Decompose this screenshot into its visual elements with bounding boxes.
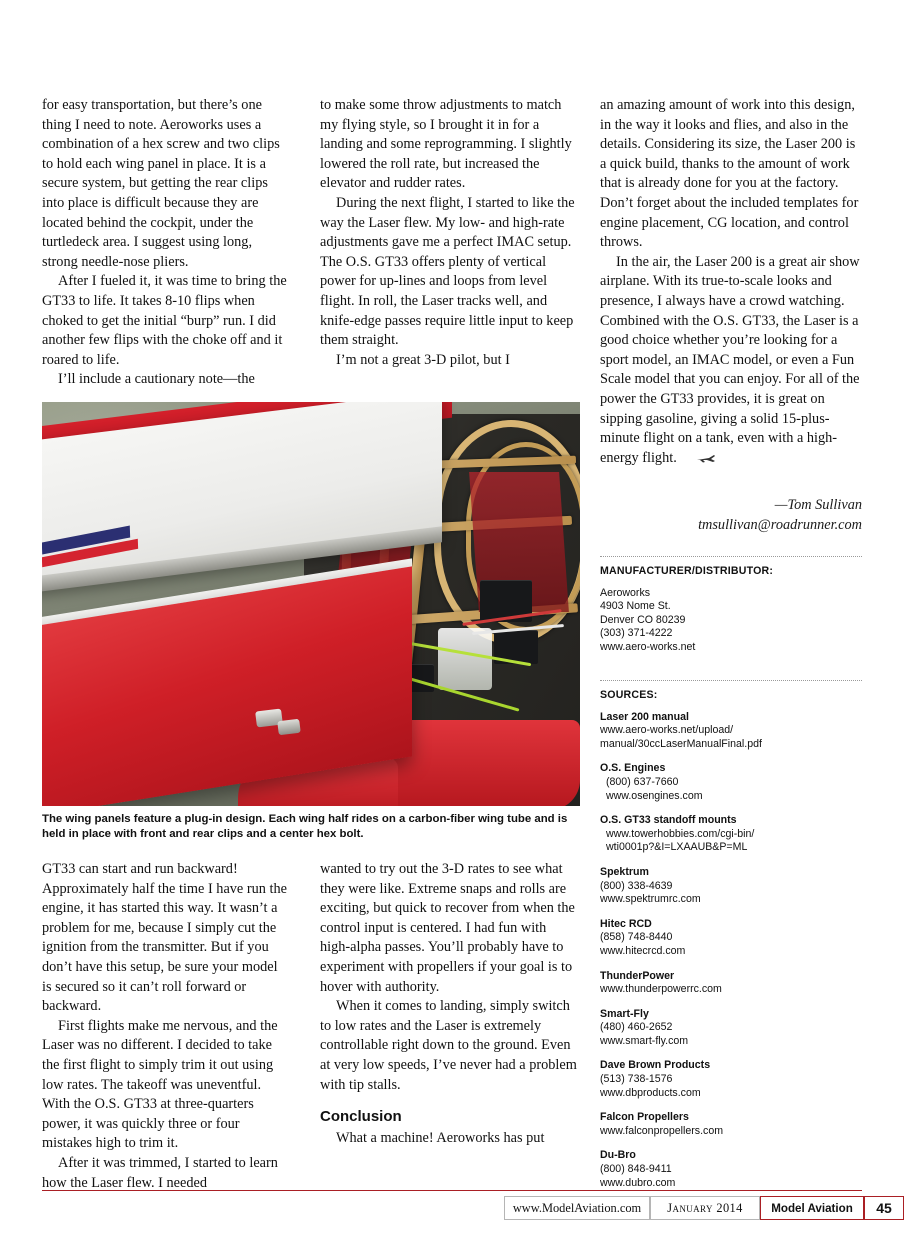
source-line[interactable]: www.towerhobbies.com/cgi-bin/	[606, 827, 755, 840]
source-name: Dave Brown Products	[600, 1059, 711, 1072]
source-name: Hitec RCD	[600, 917, 652, 930]
source-line: (513) 738-1576	[600, 1073, 673, 1086]
paragraph	[600, 253, 862, 469]
manufacturer-address-1: 4903 Nome St.	[600, 600, 671, 613]
manufacturer-phone: (303) 371-4222	[600, 627, 673, 640]
paragraph: When it comes to landing, simply switch to low rates and the Laser is extremely controllable right down to the ground. Even at very low speeds, I’ve never had a problem with tip stalls.	[320, 998, 577, 1093]
paragraph: After it was trimmed, I started to learn how the Laser flew. I needed	[42, 1154, 278, 1191]
body-column-3-top	[600, 96, 862, 468]
source-entry	[600, 970, 862, 997]
manufacturer-block	[600, 556, 862, 666]
source-name: Laser 200 manual	[600, 710, 689, 723]
source-line[interactable]: www.aero-works.net/upload/	[600, 724, 734, 737]
divider	[600, 556, 862, 557]
author-signoff	[600, 496, 862, 535]
source-name: O.S. GT33 standoff mounts	[600, 814, 737, 827]
paragraph: I’ll include a cautionary note—the	[58, 371, 255, 388]
paragraph: What a machine! Aeroworks has put	[336, 1129, 545, 1146]
paragraph: After I fueled it, it was time to bring the GT33 to life. It takes 8-10 flips when choked to get the initial “burp” run. I did another few flips with the choke off and it roared to life.	[42, 273, 287, 368]
source-entry	[600, 1111, 862, 1138]
manufacturer-address-2: Denver CO 80239	[600, 613, 686, 626]
footer-magazine-title: Model Aviation	[760, 1196, 864, 1220]
paragraph: First flights make me nervous, and the Laser was no different. I decided to take the first flight to simply trim it out using low rates. The takeoff was uneventful. With the O.S. GT33 at three-quarters power, it was quickly three or four mistakes high to trim it.	[42, 1017, 278, 1152]
body-column-1-top	[42, 96, 290, 390]
page-footer	[42, 1196, 892, 1222]
paragraph: wanted to try out the 3-D rates to see what they were like. Extreme snaps and rolls are exciting, but quick to recover from when the control input is centered. I had fun with high-alpha passes. You’ll probably have to experiment with propellers if your goal is to hover with authority.	[320, 861, 575, 995]
source-entry	[600, 1008, 862, 1049]
source-line[interactable]: www.osengines.com	[606, 789, 703, 802]
source-entry	[600, 814, 862, 855]
source-line: (800) 848-9411	[600, 1163, 672, 1176]
body-column-1-bottom	[42, 860, 290, 1193]
source-entry	[600, 762, 862, 803]
source-entry	[600, 918, 862, 959]
author-email: tmsullivan@roadrunner.com	[698, 516, 862, 533]
source-line: (800) 637-7660	[606, 775, 679, 788]
paragraph: I’m not a great 3-D pilot, but I	[336, 351, 510, 368]
source-line[interactable]: www.falconpropellers.com	[600, 1124, 724, 1137]
source-name: O.S. Engines	[600, 762, 666, 775]
manufacturer-heading: MANUFACTURER/DISTRIBUTOR:	[600, 565, 774, 577]
source-line[interactable]: www.spektrumrc.com	[600, 893, 701, 906]
source-line[interactable]: www.dbproducts.com	[600, 1086, 701, 1099]
footer-website[interactable]: www.ModelAviation.com	[504, 1196, 650, 1220]
fuel-tank	[438, 628, 492, 690]
source-name: Smart-Fly	[600, 1007, 649, 1020]
manufacturer-website[interactable]: www.aero-works.net	[600, 640, 696, 653]
airplane-icon	[680, 450, 700, 459]
wing-clip	[277, 719, 301, 736]
source-name: Falcon Propellers	[600, 1111, 689, 1124]
paragraph: for easy transportation, but there’s one thing I need to note. Aeroworks uses a combination of a hex screw and two clips to hold each wing panel in place. It is a secure system, but getting the rear clips into place is difficult because they are located behind the cockpit, under the turtledeck area. I suggest using long, strong needle-nose pliers.	[42, 97, 280, 270]
paragraph: an amazing amount of work into this design, in the way it looks and flies, and also in the details. Considering its size, the Laser 200 is a quick build, thanks to the amount of work that is already done for you at the factory. Don’t forget about the included templates for engine placement, CG location, and control throws.	[600, 97, 859, 251]
source-name: Du-Bro	[600, 1149, 636, 1162]
source-line[interactable]: wti0001p?&I=LXAAUB&P=ML	[606, 841, 748, 854]
source-line: (858) 748-8440	[600, 931, 673, 944]
footer-rule	[42, 1190, 862, 1191]
footer-issue-date: January 2014	[650, 1196, 760, 1220]
source-line: (800) 338-4639	[600, 879, 673, 892]
source-line[interactable]: www.hitecrcd.com	[600, 944, 686, 957]
source-line[interactable]: www.thunderpowerrc.com	[600, 983, 722, 996]
article-photo	[42, 402, 580, 806]
source-line[interactable]: www.dubro.com	[600, 1176, 676, 1189]
photo-image	[42, 402, 580, 806]
sources-heading: SOURCES:	[600, 689, 658, 701]
body-column-2-bottom	[320, 860, 578, 1148]
manufacturer-entry	[600, 587, 862, 655]
source-line[interactable]: manual/30ccLaserManualFinal.pdf	[600, 737, 762, 750]
footer-page-number: 45	[864, 1196, 904, 1220]
source-line: (480) 460-2652	[600, 1021, 673, 1034]
source-entry	[600, 711, 862, 752]
paragraph: GT33 can start and run backward! Approximately half the time I have run the engine, it has started this way. It wasn’t a problem for me, because I simply cut the ignition from the transmitter. But if you don’t have this setup, be sure your model is secured so it can’t roll forward or backward.	[42, 861, 287, 1015]
author-name: —Tom Sullivan	[774, 497, 862, 513]
paragraph: During the next flight, I started to like the way the Laser flew. My low- and high-rate adjustments gave me a perfect IMAC setup. The O.S. GT33 offers plenty of vertical power for up-lines and loops from level flight. In roll, the Laser tracks well, and knife-edge passes require little input to keep them straight.	[320, 194, 575, 349]
body-column-2-top	[320, 96, 578, 370]
sources-block	[600, 680, 862, 1201]
paragraph: to make some throw adjustments to match my flying style, so I brought it in for a landing and some reprogramming. I slightly lowered the roll rate, but increased the elevator and rudder rates.	[320, 97, 572, 192]
source-name: ThunderPower	[600, 969, 675, 982]
divider	[600, 680, 862, 681]
source-entry	[600, 866, 862, 907]
photo-caption: The wing panels feature a plug-in design. Each wing half rides on a carbon-fiber wing tube and is held in place with front and rear clips and a center hex bolt.	[42, 813, 568, 840]
source-line[interactable]: www.smart-fly.com	[600, 1034, 689, 1047]
section-heading-conclusion: Conclusion	[320, 1108, 402, 1126]
source-name: Spektrum	[600, 865, 649, 878]
source-entry	[600, 1149, 862, 1190]
paragraph-text: In the air, the Laser 200 is a great air show airplane. With its true-to-scale looks and presence, I always have a crowd watching. Combined with the O.S. GT33, the Laser is a good choice whether you’re looking for a sport model, an IMAC model, or even a Fun Scale model that you can enjoy. For all of the power the GT33 provides, it is great on sipping gasoline, giving a solid 15-plus-minute flight on a tank, even with a high-energy flight.	[600, 253, 860, 466]
manufacturer-name: Aeroworks	[600, 586, 651, 599]
source-entry	[600, 1059, 862, 1100]
